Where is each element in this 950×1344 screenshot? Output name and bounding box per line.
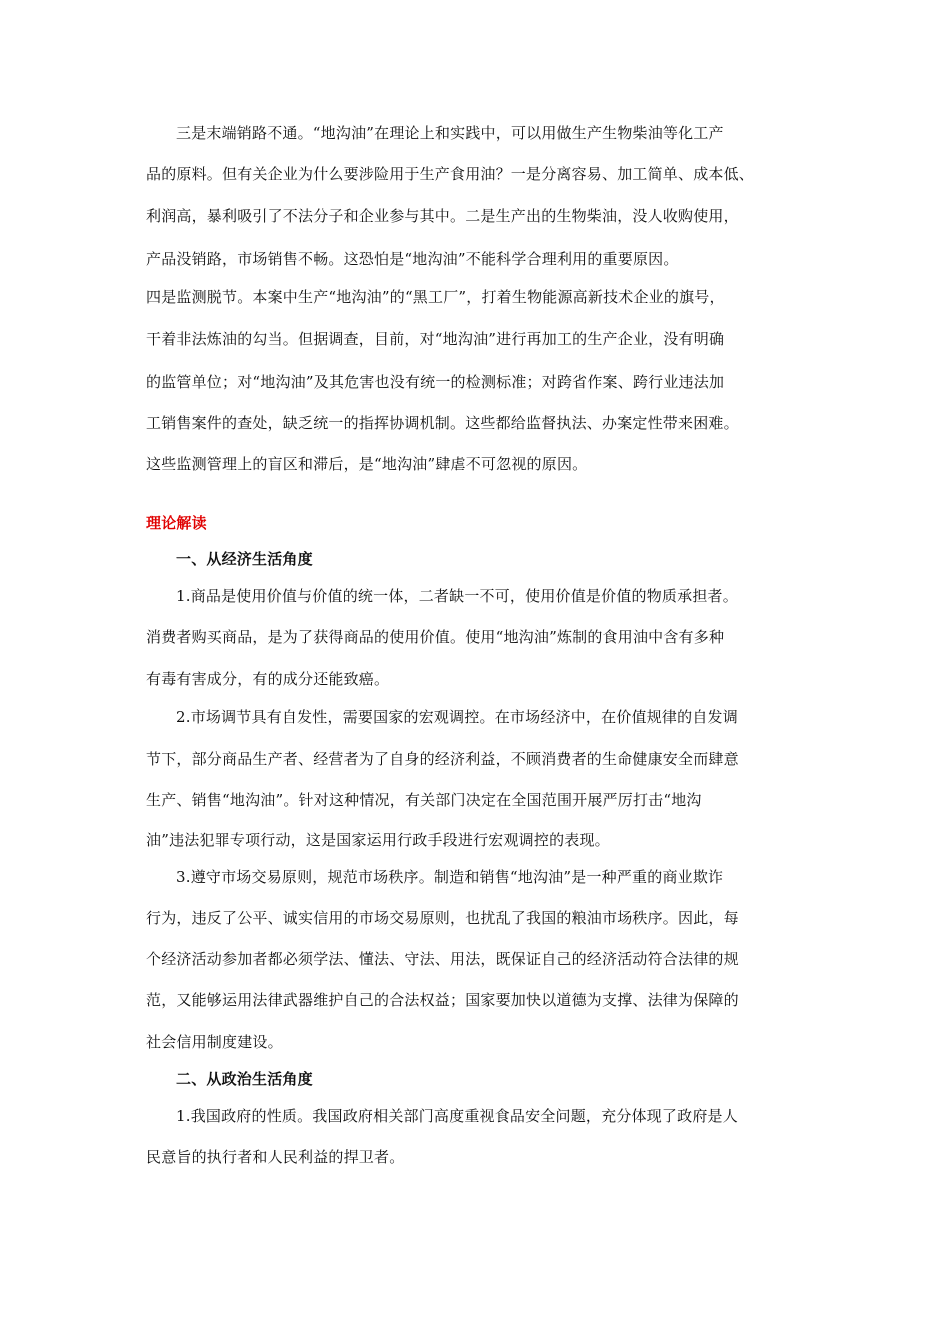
text-line: 工销售案件的查处，缺乏统一的指挥协调机制。这些都给监督执法、办案定性带来困难。: [146, 414, 739, 432]
text-line: 利润高，暴利吸引了不法分子和企业参与其中。二是生产出的生物柴油，没人收购使用，: [146, 207, 739, 225]
text-line: 行为，违反了公平、诚实信用的市场交易原则，也扰乱了我国的粮油市场秩序。因此，每: [146, 909, 739, 927]
text-line: 3.遵守市场交易原则，规范市场秩序。制造和销售“地沟油”是一种严重的商业欺诈: [176, 868, 724, 886]
text-line: 范，又能够运用法律武器维护自己的合法权益；国家要加快以道德为支撑、法律为保障的: [146, 991, 739, 1009]
text-line: 的监管单位；对“地沟油”及其危害也没有统一的检测标准；对跨省作案、跨行业违法加: [146, 373, 725, 391]
text-line: 油”违法犯罪专项行动，这是国家运用行政手段进行宏观调控的表现。: [146, 831, 610, 849]
text-line: 节下，部分商品生产者、经营者为了自身的经济利益，不顾消费者的生命健康安全而肆意: [146, 750, 739, 768]
text-line: 民意旨的执行者和人民利益的捍卫者。: [146, 1148, 405, 1166]
text-line: 四是监测脱节。本案中生产“地沟油”的“黑工厂”，打着生物能源高新技术企业的旗号，: [146, 288, 725, 306]
subheading-political: 二、从政治生活角度: [176, 1070, 313, 1088]
text-line: 有毒有害成分，有的成分还能致癌。: [146, 670, 390, 688]
text-line: 产品没销路，市场销售不畅。这恐怕是“地沟油”不能科学合理利用的重要原因。: [146, 250, 679, 268]
text-line: 生产、销售“地沟油”。针对这种情况，有关部门决定在全国范围开展严厉打击“地沟: [146, 791, 702, 809]
text-line: 2.市场调节具有自发性，需要国家的宏观调控。在市场经济中，在价值规律的自发调: [176, 708, 738, 726]
text-line: 消费者购买商品，是为了获得商品的使用价值。使用“地沟油”炼制的食用油中含有多种: [146, 628, 725, 646]
subheading-economic: 一、从经济生活角度: [176, 550, 313, 568]
text-line: 品的原料。但有关企业为什么要涉险用于生产食用油？一是分离容易、加工简单、成本低、: [146, 165, 755, 183]
text-line: 这些监测管理上的盲区和滞后，是“地沟油”肆虐不可忽视的原因。: [146, 455, 588, 473]
text-line: 社会信用制度建设。: [146, 1033, 283, 1051]
section-title: 理论解读: [146, 514, 207, 532]
text-line: 个经济活动参加者都必须学法、懂法、守法、用法，既保证自己的经济活动符合法律的规: [146, 950, 739, 968]
text-line: 1.商品是使用价值与价值的统一体，二者缺一不可，使用价值是价值的物质承担者。: [176, 587, 738, 605]
text-line: 三是末端销路不通。“地沟油”在理论上和实践中，可以用做生产生物柴油等化工产: [176, 124, 724, 142]
text-line: 干着非法炼油的勾当。但据调查，目前，对“地沟油”进行再加工的生产企业，没有明确: [146, 330, 725, 348]
text-line: 1.我国政府的性质。我国政府相关部门高度重视食品安全问题，充分体现了政府是人: [176, 1107, 738, 1125]
